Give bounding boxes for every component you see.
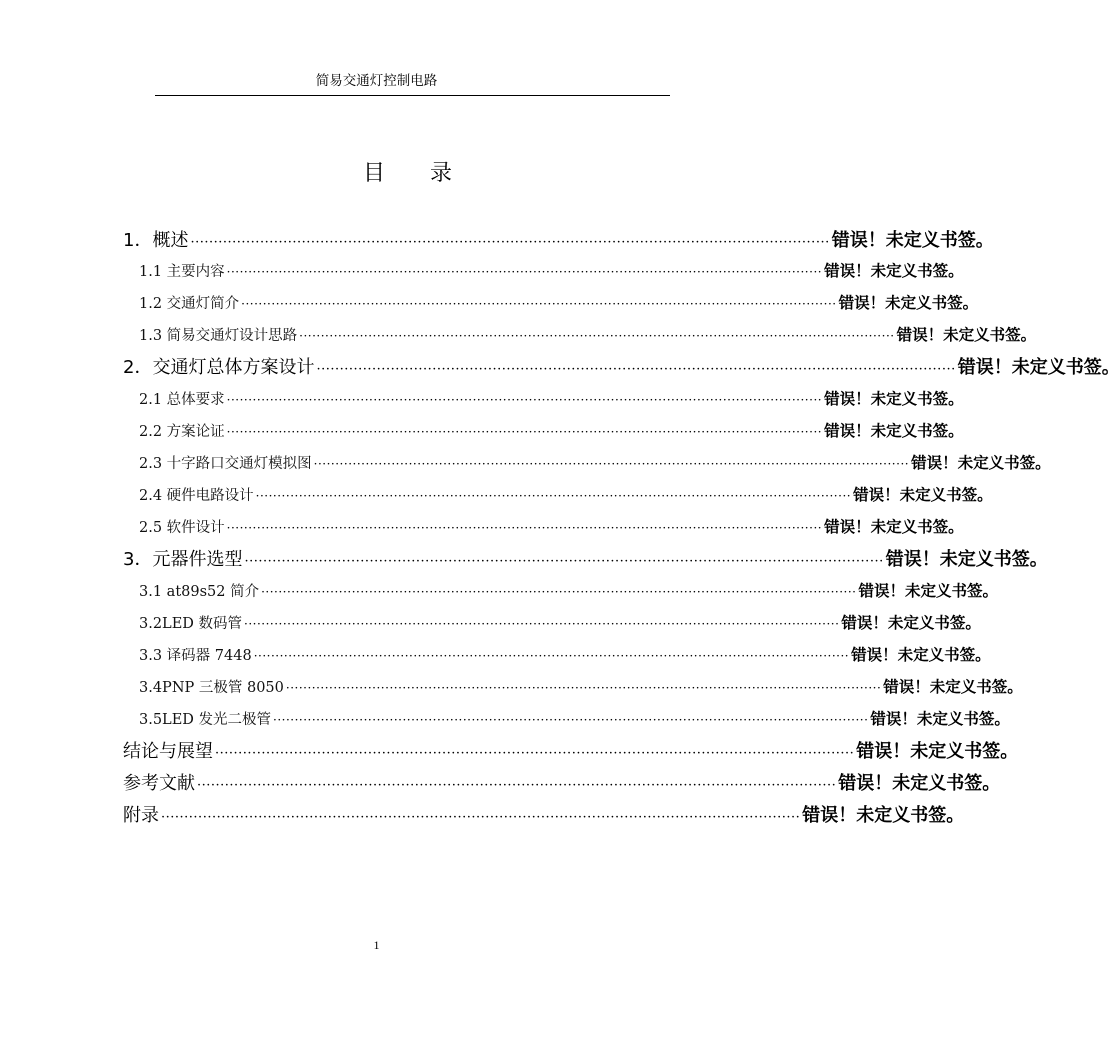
- toc-entry[interactable]: [139, 579, 999, 609]
- toc-entry[interactable]: [139, 515, 964, 545]
- toc-entry[interactable]: [139, 643, 991, 673]
- toc-entry-label: 1.1 主要内容: [139, 264, 225, 280]
- toc-entry-page: 错误！未定义书签。: [896, 326, 1037, 344]
- toc-heading-char-2: 录: [430, 161, 453, 186]
- toc-leader-dots: ··········································································································································: [226, 265, 823, 279]
- toc-entry-page: 错误！未定义书签。: [883, 678, 1023, 696]
- toc-entry-page: 错误！未定义书签。: [824, 262, 964, 280]
- toc-leader-dots: ··········································································································································: [255, 489, 852, 503]
- toc-heading-char-1: 目: [363, 161, 386, 186]
- toc-entry-page: 错误！未定义书签。: [911, 454, 1051, 472]
- toc-entry-page: 错误！未定义书签。: [841, 614, 981, 632]
- toc-leader-dots: ··········································································································································: [241, 297, 837, 311]
- toc-leader-dots: ··········································································································································: [161, 810, 801, 825]
- toc-entry[interactable]: [139, 675, 1023, 705]
- toc-entry-page: 错误！未定义书签。: [858, 582, 999, 600]
- toc-entry-label: 附录: [123, 805, 159, 826]
- toc-leader-dots: ··········································································································································: [226, 425, 823, 439]
- toc-entry[interactable]: [139, 707, 1010, 737]
- page-header-title: 简易交通灯控制电路: [315, 73, 438, 89]
- toc-entry-label: 1.3 简易交通灯设计思路: [139, 328, 298, 344]
- toc-entry[interactable]: [139, 387, 964, 417]
- toc-entry[interactable]: [139, 323, 1037, 353]
- toc-entry[interactable]: [123, 769, 1001, 801]
- toc-leader-dots: ··········································································································································: [313, 457, 910, 471]
- toc-leader-dots: ··········································································································································: [244, 554, 884, 569]
- header-rule: [155, 95, 670, 96]
- toc-leader-dots: ··········································································································································: [197, 778, 837, 793]
- toc-entry-label: 1．概述: [123, 230, 189, 251]
- toc-leader-dots: ··········································································································································: [244, 617, 840, 631]
- toc-entry-page: 错误！未定义书签。: [824, 390, 964, 408]
- toc-leader-dots: ··········································································································································: [190, 235, 830, 250]
- toc-entry-page: 错误！未定义书签。: [851, 646, 991, 664]
- toc-entry-label: 3.4PNP 三极管 8050: [139, 680, 284, 696]
- toc-entry[interactable]: [139, 419, 964, 449]
- toc-leader-dots: ··········································································································································: [226, 521, 823, 535]
- toc-entry[interactable]: [123, 226, 994, 258]
- toc-entry-label: 参考文献: [123, 773, 195, 794]
- toc-entry-label: 2．交通灯总体方案设计: [123, 357, 315, 378]
- toc-entry[interactable]: [139, 291, 979, 321]
- toc-entry-label: 3.1 at89s52 简介: [139, 584, 260, 600]
- toc-entry-label: 3.2LED 数码管: [139, 616, 243, 632]
- toc-entry[interactable]: [139, 611, 981, 641]
- toc-entry-label: 1.2 交通灯简介: [139, 296, 240, 312]
- toc-entry-label: 2.1 总体要求: [139, 392, 225, 408]
- toc-entry-page: 错误！未定义书签。: [802, 805, 965, 826]
- toc-leader-dots: ··········································································································································: [215, 746, 855, 761]
- toc-entry-page: 错误！未定义书签。: [856, 741, 1019, 762]
- toc-leader-dots: ··········································································································································: [226, 393, 823, 407]
- toc-entry-label: 2.5 软件设计: [139, 520, 225, 536]
- toc-entry-page: 错误！未定义书签。: [824, 422, 964, 440]
- toc-entry-page: 错误！未定义书签。: [838, 294, 979, 312]
- toc-entry-page: 错误！未定义书签。: [957, 357, 1120, 378]
- toc-leader-dots: ··········································································································································: [285, 681, 882, 695]
- toc-entry-page: 错误！未定义书签。: [824, 518, 964, 536]
- toc-leader-dots: ··········································································································································: [273, 713, 869, 727]
- toc-leader-dots: ··········································································································································: [261, 585, 857, 599]
- toc-leader-dots: ··········································································································································: [316, 362, 956, 377]
- toc-entry-label: 3.5LED 发光二极管: [139, 712, 272, 728]
- toc-entry-label: 2.4 硬件电路设计: [139, 488, 254, 504]
- toc-leader-dots: ··········································································································································: [299, 329, 895, 343]
- toc-entry[interactable]: [139, 259, 964, 289]
- toc-entry-label: 3．元器件选型: [123, 549, 243, 570]
- toc-entry-page: 错误！未定义书签。: [853, 486, 993, 504]
- toc-entry-label: 2.3 十字路口交通灯模拟图: [139, 456, 312, 472]
- toc-entry-label: 3.3 译码器 7448: [139, 648, 252, 664]
- toc-entry[interactable]: [139, 451, 1051, 481]
- toc-leader-dots: ··········································································································································: [253, 649, 850, 663]
- toc-entry-page: 错误！未定义书签。: [870, 710, 1010, 728]
- toc-entry-page: 错误！未定义书签。: [838, 773, 1001, 794]
- toc-entry[interactable]: [123, 353, 1120, 385]
- toc-entry[interactable]: [123, 737, 1019, 769]
- toc-entry-label: 2.2 方案论证: [139, 424, 225, 440]
- toc-entry-page: 错误！未定义书签。: [885, 549, 1048, 570]
- page-number: 1: [373, 938, 380, 952]
- toc-entry[interactable]: [123, 801, 965, 833]
- toc-entry-page: 错误！未定义书签。: [831, 230, 994, 251]
- toc-entry[interactable]: [139, 483, 993, 513]
- toc-entry[interactable]: [123, 545, 1048, 577]
- toc-entry-label: 结论与展望: [123, 741, 213, 762]
